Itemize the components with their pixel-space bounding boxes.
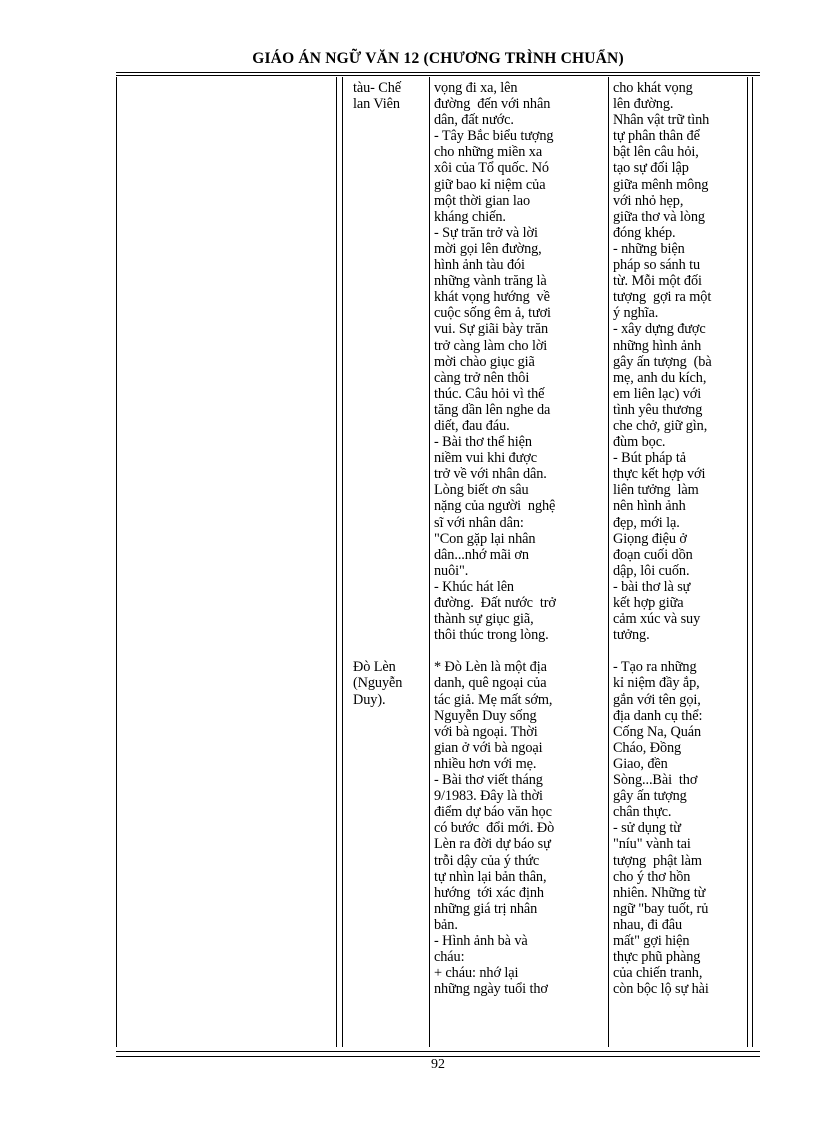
document-header-title: GIÁO ÁN NGỮ VĂN 12 (CHƯƠNG TRÌNH CHUẨN) (252, 50, 624, 67)
column-divider (429, 77, 430, 1047)
page-number: 92 (431, 1057, 445, 1072)
column-divider (608, 77, 609, 1047)
column-divider (342, 77, 343, 1047)
lesson-table (116, 77, 760, 1047)
header-rule (116, 72, 760, 76)
table-border-right (752, 77, 753, 1047)
table-border-left (116, 77, 117, 1047)
content-column: vọng đi xa, lên đường đến với nhân dân, đất nước. - Tây Bắc biểu tượng cho những miền xa xôi của Tổ quốc. Nó giữ bao kỉ niệm của một thời gian lao kháng chiến. - Sự trăn trở và lời mời gọi lên đường, hình ảnh tàu đói những vành trăng là khát vọng hướng về cuộc sống êm ả, tươi vui. Sự giãi bày trăn trở càng làm cho lời mời chào giục giã càng trở nên thôi thúc. Câu hỏi vì thế tăng dần lên nghe da diết, đau đáu. - Bài thơ thể hiện niềm vui khi được trở về với nhân dân. Lòng biết ơn sâu nặng của người nghệ sĩ với nhân dân: "Con gặp lại nhân dân...nhớ mãi ơn nuôi". - Khúc hát lên đường. Đất nước trở thành sự giục giã, thôi thúc trong lòng. * Đò Lèn là một địa danh, quê ngoại của tác giả. Mẹ mất sớm, Nguyễn Duy sống với bà ngoại. Thời gian ở với bà ngoại nhiều hơn với mẹ. - Bài thơ viết tháng 9/1983. Đây là thời điểm dự báo văn học có bước đổi mới. Đò Lèn ra đời dự báo sự trỗi dậy của ý thức tự nhìn lại bản thân, hướng tới xác định những giá trị nhân bản. - Hình ảnh bà và cháu: + cháu: nhớ lại những ngày tuổi thơ (434, 80, 556, 998)
work-title-column: tàu- Chế lan Viên Đò Lèn (Nguyễn Duy). (353, 80, 403, 708)
art-features-column: cho khát vọng lên đường. Nhân vật trữ tình tự phân thân để bật lên câu hỏi, tạo sự đối lập giữa mênh mông với nhỏ hẹp, giữa thơ và lòng đóng khép. - những biện pháp so sánh tu từ. Mỗi một đối tượng gợi ra một ý nghĩa. - xây dựng được những hình ảnh gây ấn tượng (bà mẹ, anh du kích, em liên lạc) với tình yêu thương che chở, giữ gìn, đùm bọc. - Bút pháp tả thực kết hợp với liên tưởng làm nên hình ảnh đẹp, mới lạ. Giọng điệu ở đoạn cuối dồn dập, lôi cuốn. - bài thơ là sự kết hợp giữa cảm xúc và suy tưởng. - Tạo ra những kỉ niệm đầy ắp, gắn với tên gọi, địa danh cụ thể: Cống Na, Quán Cháo, Đồng Giao, đền Sòng...Bài thơ gây ấn tượng chân thực. - sử dụng từ "níu" vành tai tượng phật làm cho ý thơ hồn nhiên. Những từ ngữ "bay tuốt, rủ nhau, đi đâu mất" gợi hiện thực phũ phàng của chiến tranh, còn bộc lộ sự hài (613, 80, 712, 998)
column-divider (747, 77, 748, 1047)
column-divider (336, 77, 337, 1047)
